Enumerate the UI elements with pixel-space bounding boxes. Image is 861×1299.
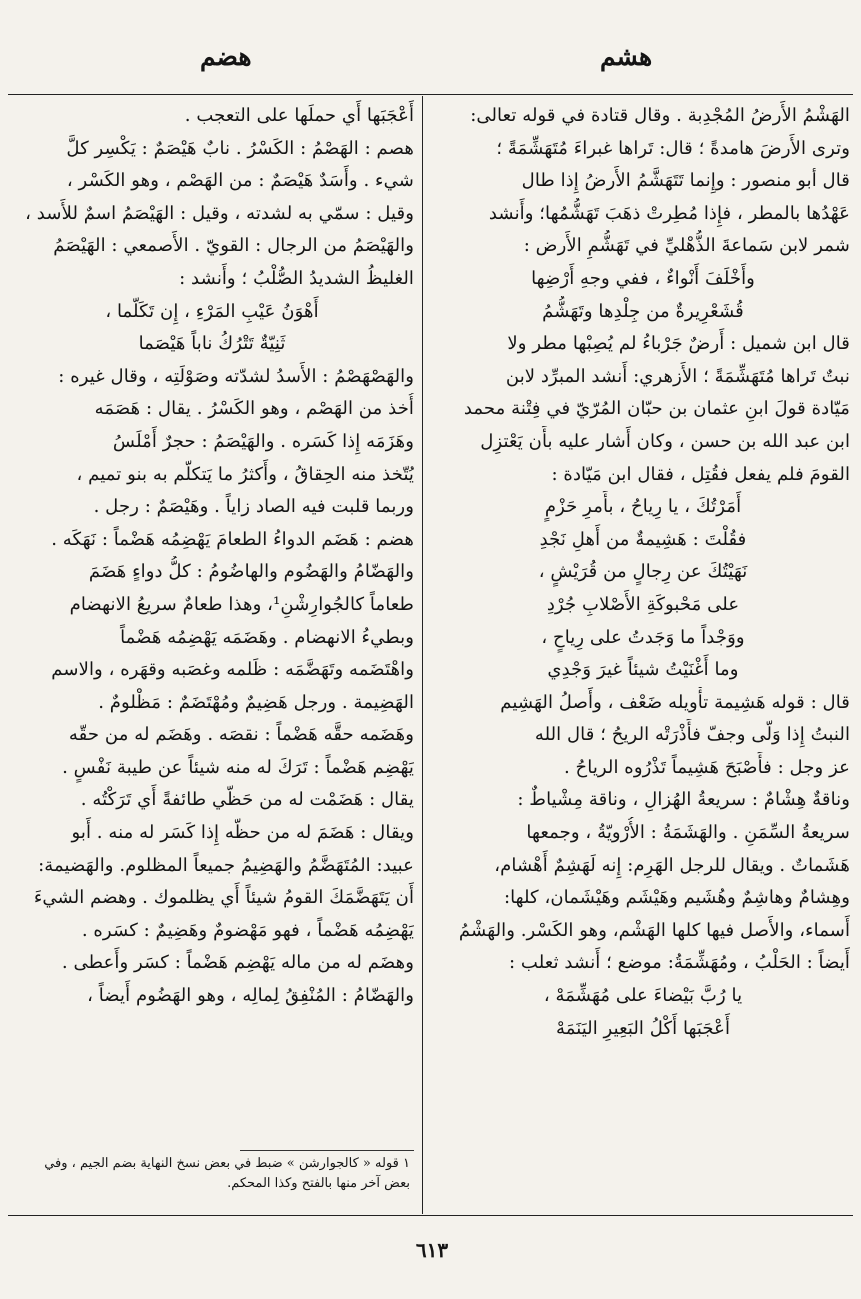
- text-line: وما أَغْنَيْتُ شيئاً غيرَ وَجْدِي: [547, 659, 739, 681]
- text-line: فقُلْتَ : هَشِيمةٌ من أَهلِ نَجْدِ: [539, 528, 747, 550]
- text-line: النبتُ إِذا وَلّى وجفّ فأَذْرَتْه الريحُ ؛ قال الله: [534, 724, 850, 746]
- text-line: سريعةُ السِّمَنِ . والهَشَمَةُ : الأُرْويّةُ ، وجمعها: [526, 822, 850, 844]
- text-line: وأَخْلَفَ أَنْواءٌ ، ففي وجهِ أَرْضِها: [531, 267, 755, 289]
- right-column: [436, 100, 850, 1045]
- text-line: ثَنِيّةٌ تَتْرُكُ ناباً هَيْصَما: [138, 333, 286, 355]
- text-line: طعاماً كالجُوارِشْنِ¹، وهذا طعامٌ سريعُ الانهضام: [69, 593, 414, 615]
- text-line: أَهْوَنُ عَيْبِ المَرْءِ ، إِن تَكَلّما ،: [105, 300, 319, 322]
- text-line: هضم : هَضَم الدواءُ الطعامَ يَهْضِمُه هَضْماً : نَهَكَه .: [51, 528, 414, 550]
- text-line: عبيد: المُتَهَضَّمُ والهَضِيمُ جميعاً المظلوم. والهَضيمة:: [38, 854, 414, 876]
- text-line: شيء . وأَسَدٌ هَيْصَمٌ : من الهَصْم ، وهو الكَسْر ،: [66, 170, 414, 192]
- text-line: عز وجل : فأَصْبَحَ هَشِيماً تَذْرُوه الرياحُ .: [563, 756, 850, 778]
- text-line: أَمَرْتُكَ ، يا رِياحُ ، بأَمرِ حَزْمٍ: [544, 496, 742, 518]
- text-line: والهَضّامُ والهَضُوم والهاضُومُ : كلُّ دواءٍ هَضَمَ: [88, 561, 414, 583]
- text-line: وربما قلبت فيه الصاد زاياً . وهَيْصَمٌ : رجل .: [93, 496, 414, 518]
- text-line: يقال : هَضَمْت له من حَظّي طائفةً أَي تَرَكْتُه .: [80, 789, 414, 811]
- left-column: [10, 100, 414, 1013]
- text-line: وقيل : سمّي به لشدته ، وقيل : الهَيْصَمُ اسمٌ للأَسد ،: [25, 202, 414, 224]
- column-divider: [422, 96, 423, 1214]
- text-line: على مَحْبوكَةِ الأَصْلابِ جُرْدِ: [546, 593, 740, 615]
- text-line: أُخذ من الهَصْم ، وهو الكَسْرُ . يقال : هَصَمَه: [94, 398, 414, 420]
- text-line: وناقةٌ هِشْامٌ : سريعةُ الهُزالِ ، وناقة مِشْياطٌ :: [517, 789, 850, 811]
- text-line: وهَضَمه حقَّه هَضْماً : نقصَه . وهَضَم له من حقّه: [68, 724, 414, 746]
- text-line: نبتٌ تَراها مُتَهَشِّمَةً ؛ الأَزهري: أَنشد المبرِّد لابن: [505, 365, 850, 387]
- text-line: قال ابن شميل : أَرضٌ جَرْباءُ لم يُصِبْها مطر ولا: [507, 333, 850, 355]
- text-line: نَهَيْتُكَ عن رِجالٍ من قُرَيْشٍ ،: [538, 561, 748, 583]
- footnote: [10, 1154, 410, 1194]
- top-rule: [8, 94, 853, 95]
- footnote-separator: [240, 1150, 414, 1151]
- text-line: الهَشْمُ الأَرضُ المُجْدِبة . وقال قتادة في قوله تعالى:: [470, 105, 850, 126]
- text-line: أَعْجَبَها أَكْلُ البَعِيرِ اليَنَمَهْ: [555, 1017, 731, 1039]
- text-line: وهِشامٌ وهاشِمٌ وهُشَيم وهَيْشَم وهَيْشَمان، كلها:: [503, 887, 850, 909]
- text-line: هَشَماتٌ . ويقال للرجل الهَرِم: إِنه لَهَشِمٌ أَهْشام،: [494, 854, 850, 876]
- text-line: والهَصْهَصْمُ : الأَسدُ لشدّته وصَوْلَتِه ، وقال غيره :: [58, 365, 414, 387]
- text-line: وهَزَمَه إِذا كَسَره . والهَيْصَمُ : حجرٌ أَمْلَسُ: [112, 430, 414, 452]
- text-line: عَهْدُها بالمطر ، فإِذا مُطِرتْ ذهَبَ تَهَشُّمُها؛ وأَنشد: [488, 202, 850, 224]
- text-line: أَيضاً : الحَلْبُ ، ومُهَشِّمَةُ: موضع ؛ أَنشد ثعلب :: [509, 952, 850, 974]
- bottom-rule: [8, 1215, 853, 1216]
- text-line: والهَيْصَمُ من الرجال : القويّ . الأَصمعي : الهَيْصَمُ: [53, 235, 414, 257]
- text-line: هصم : الهَصْمُ : الكَسْرُ . نابٌ هَيْصَمٌ : يَكْسِر كلَّ: [66, 137, 414, 159]
- text-line: وترى الأَرضَ هامدةً ؛ قال: تَراها غبراءَ مُتَهَشِّمَةً ؛: [496, 137, 850, 159]
- text-line: أَن يَتَهَضَّمَكَ القومُ شيئاً أَي يظلموك . وهضم الشيءَ: [33, 887, 414, 909]
- footnote-line: ١ قوله « كالجوارشن » ضبط في بعض نسخ النهاية بضم الجيم ، وفي: [44, 1156, 410, 1171]
- text-line: أَعْجَبَها أَي حملَها على التعجب .: [184, 105, 414, 126]
- text-line: والهَضّامُ : المُنْفِقُ لِمالِه ، وهو الهَضُوم أَيضاً ،: [87, 985, 414, 1007]
- text-line: أَسماء، والأَصل فيها كلها الهَشْم، وهو الكَسْر. والهَشْمُ: [458, 919, 850, 941]
- text-line: قال : قوله هَشِيمة تأْويله ضَعْف ، وأَصلُ الهَشِيم: [500, 691, 850, 713]
- text-line: ويقال : هَضَمَ له من حظّه إِذا كَسَر له منه . أَبو: [71, 822, 414, 844]
- left-column-header: هضم: [200, 42, 252, 71]
- text-line: الهَضِيمة . ورجل هَضِيمٌ ومُهْتَضَمٌ : مَظْلومٌ .: [98, 691, 414, 713]
- text-line: مَيّادة قولَ ابنِ عثمان بن حبّان المُرّيّ في فِتْنة محمد: [463, 398, 850, 420]
- text-line: وهضَم له من ماله يَهْضِم هَضْماً : كسَر وأَعطى .: [61, 952, 414, 974]
- right-column-header: هشم: [600, 42, 653, 71]
- text-line: قُشَعْرِيرةٌ من جِلْدِها وتَهَشُّمُ: [542, 300, 744, 322]
- text-line: يا رُبَّ بَيْضاءَ على مُهَشِّمَهْ ،: [543, 985, 743, 1007]
- text-line: وبطيءُ الانهضام . وهَضَمَه يَهْضِمُه هَضْماً: [120, 626, 414, 648]
- text-line: ووَجْداً ما وَجَدتُ على رِياحٍ ،: [541, 626, 745, 648]
- page-number: ٦١٣: [415, 1238, 449, 1262]
- footnote-line: بعض آخر منها بالفتح وكذا المحكم.: [227, 1176, 410, 1191]
- text-line: واهْتَضَمه وتَهَضَّمَه : ظَلمه وغصَبه وقهَره ، والاسم: [51, 659, 414, 681]
- text-line: ابن عبد الله بن حسن ، وكان أَشار عليه بأَن يَعْتزِل: [480, 430, 850, 452]
- text-line: قال أبو منصور : وإِنما تَتَهَشَّمُ الأَرضُ إِذا طال: [521, 170, 850, 192]
- text-line: يَهْضِمُه هَضْماً ، فهو مَهْضومٌ وهَضِيمٌ : كسَره .: [81, 919, 414, 941]
- text-line: شمر لابن سَماعةَ الذُّهْليِّ في تَهَشُّمِ الأَرض :: [523, 235, 850, 257]
- text-line: يُتّخذ منه الحِقاقُ ، وأَكثرُ ما يَتكلّم به بنو تميم ،: [76, 463, 414, 485]
- text-line: الغليظُ الشديدُ الصُّلْبُ ؛ وأَنشد :: [179, 267, 414, 289]
- text-line: يَهْضِم هَضْماً : تَرَكَ له منه شيئاً عن طيبة نَفْسٍ .: [62, 756, 414, 778]
- text-line: القومَ فلم يفعل فقُتِل ، فقال ابن مَيّادة :: [551, 463, 850, 485]
